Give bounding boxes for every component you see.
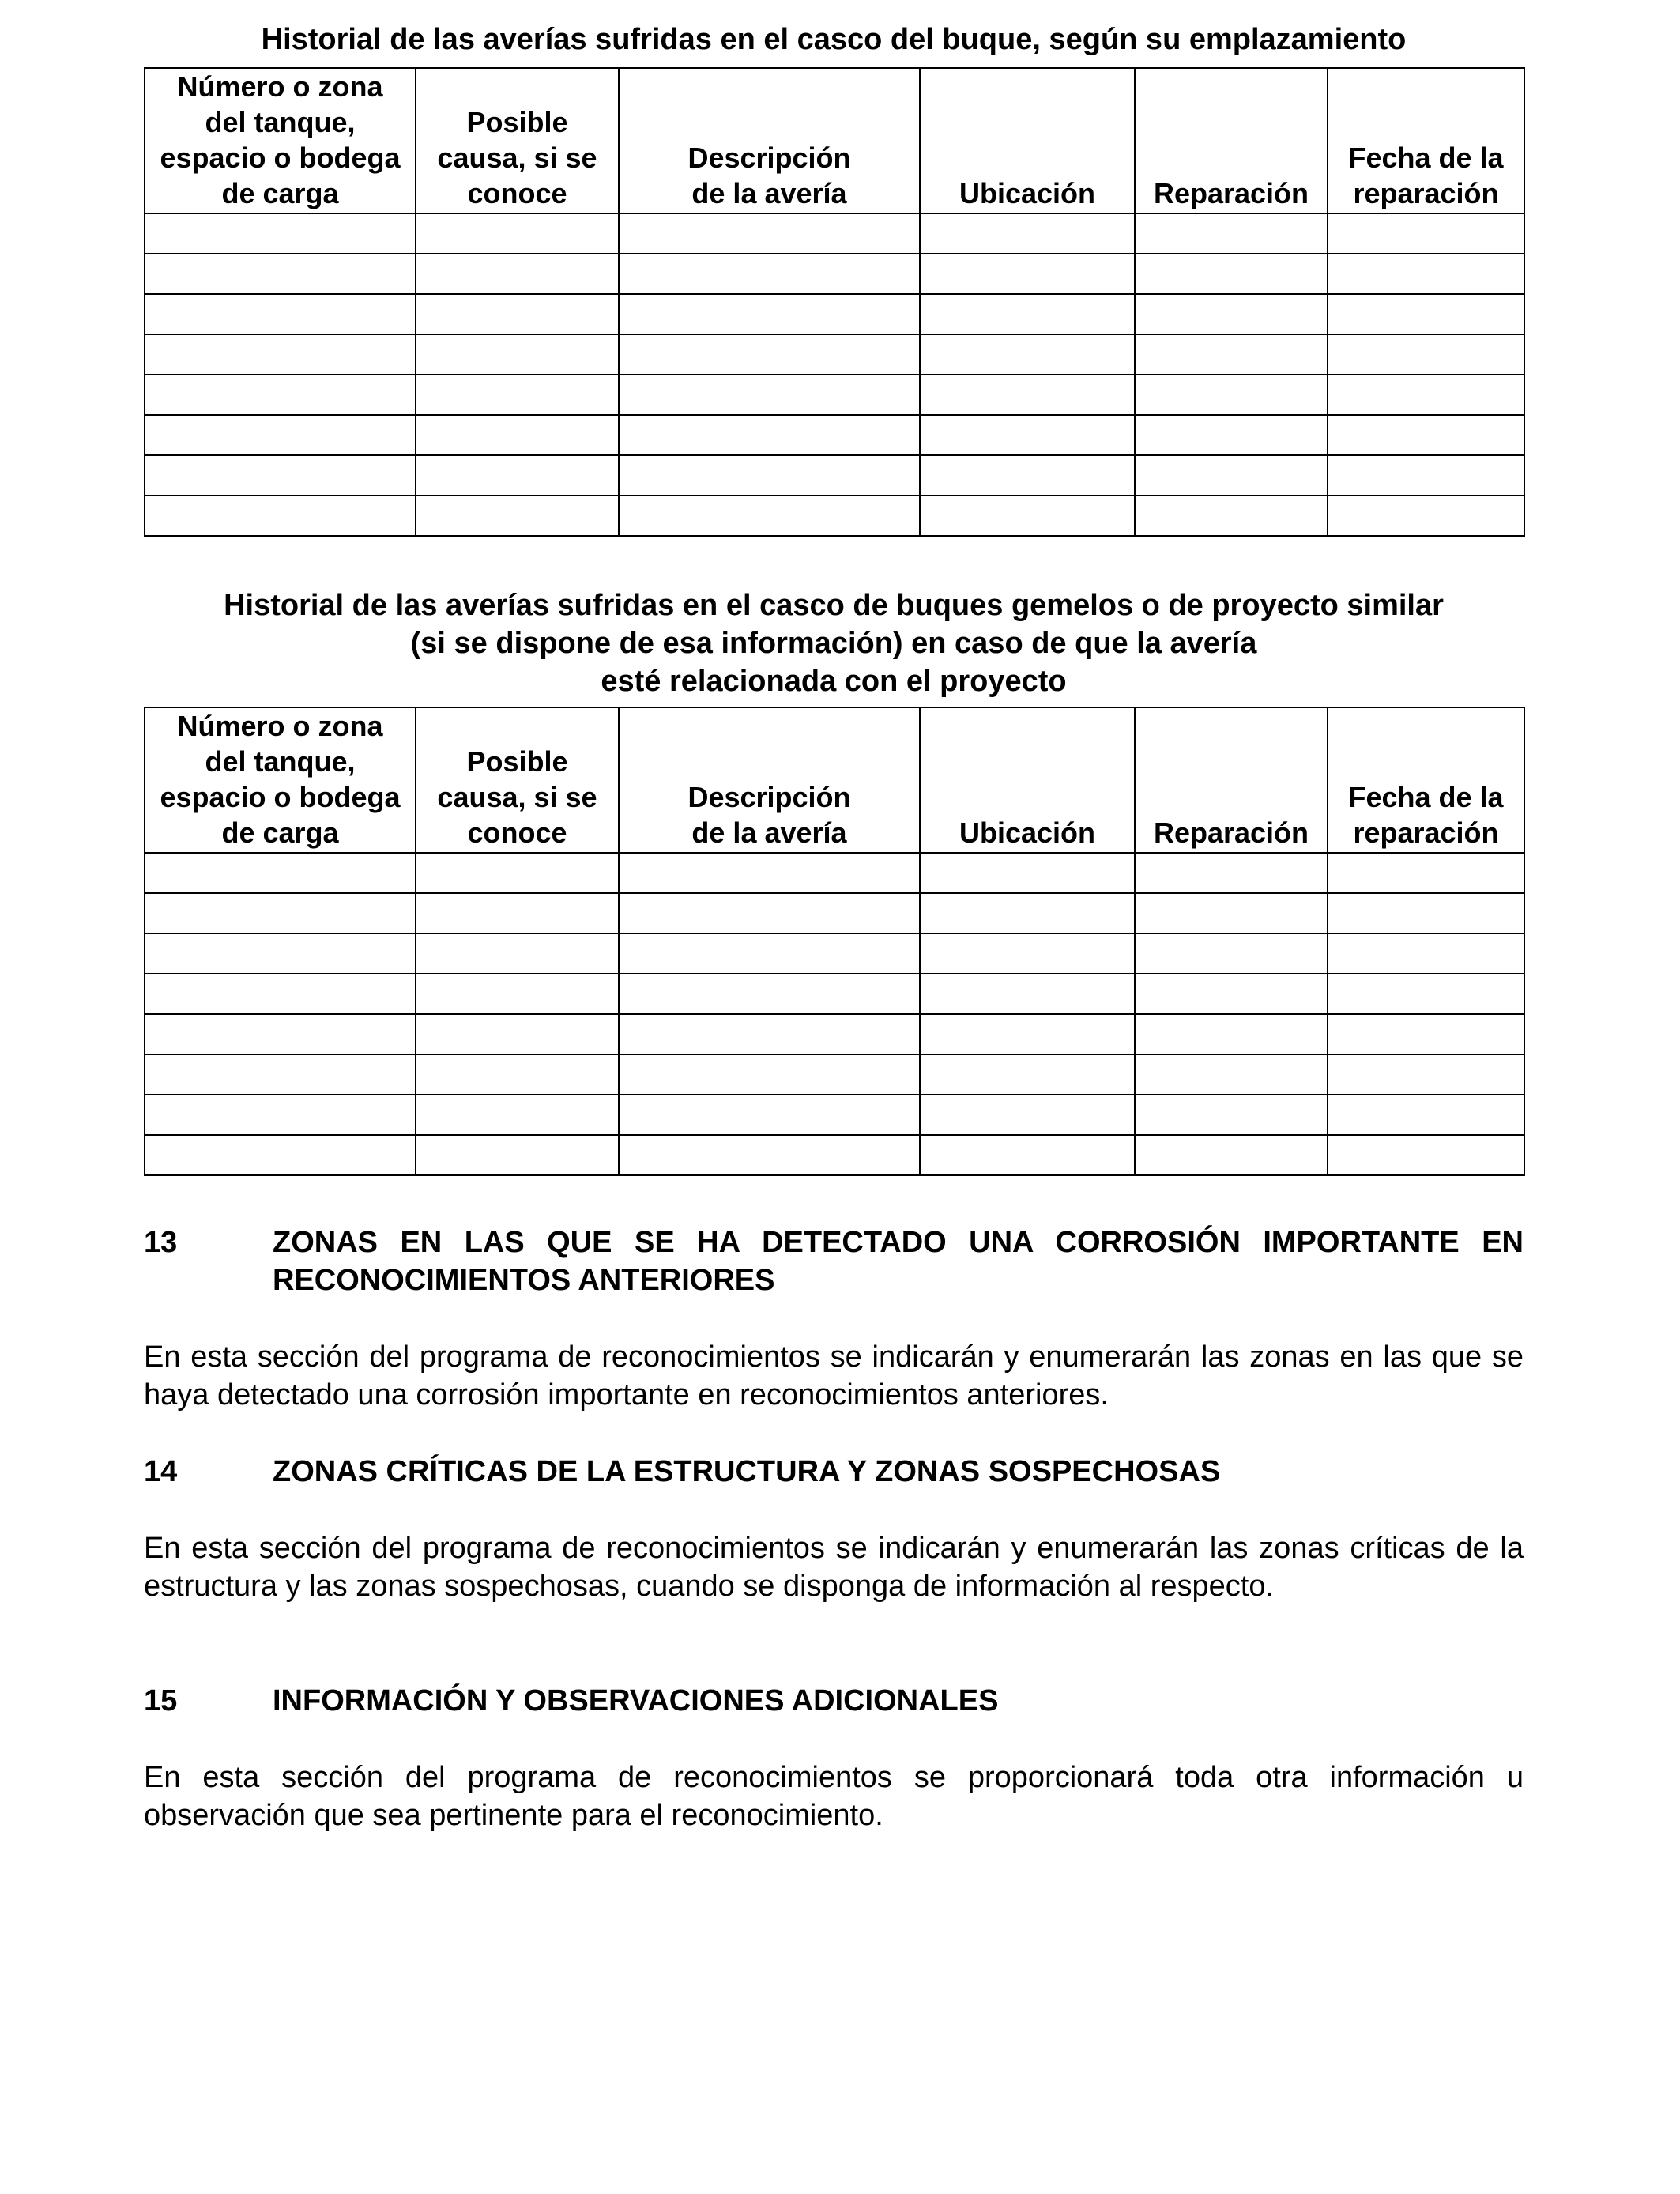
header-repair-date [1328,707,1524,853]
section-14 [144,1453,1524,1605]
section-body: En esta sección del programa de reconocimientos se indicarán y enumerarán las zonas críticas de la estructura y las zonas sospechosas, cuando se disponga de información al respecto. [144,1532,1524,1603]
section-number: 14 [144,1455,178,1488]
table-cell [619,1014,920,1054]
table-cell [1328,254,1524,294]
table-row [145,375,1524,415]
section-number: 13 [144,1226,178,1259]
section-13 [144,1223,1524,1414]
header-line: causa, si se [437,141,597,174]
table-cell [416,1135,619,1175]
header-line: conoce [467,177,567,209]
table-cell [416,853,619,893]
table-cell [1328,496,1524,536]
table-cell [145,1135,416,1175]
table-row [145,1095,1524,1135]
table-cell [145,496,416,536]
table-cell [1135,1014,1328,1054]
table-cell [145,853,416,893]
header-line: Fecha de la [1348,781,1504,813]
table-cell [1328,1054,1524,1095]
damage-history-table [144,67,1525,537]
table-cell [1328,933,1524,974]
table-row [145,1014,1524,1054]
table-cell [920,1135,1135,1175]
table2-block [144,586,1524,1176]
header-location [920,707,1135,853]
header-line: Posible [466,745,568,778]
header-line: causa, si se [437,781,597,813]
header-repair [1135,68,1328,213]
section-heading [144,1453,1524,1491]
table-cell [619,1095,920,1135]
table-cell [145,933,416,974]
table-cell [920,974,1135,1014]
table-row [145,893,1524,933]
table-cell [145,294,416,334]
table-cell [1328,893,1524,933]
table-cell [619,496,920,536]
table-cell [416,455,619,496]
table-cell [920,254,1135,294]
table1-block [144,21,1524,537]
table-cell [619,455,920,496]
table-cell [1135,375,1328,415]
table2-body [145,853,1524,1175]
section-body: En esta sección del programa de reconocimientos se indicarán y enumerarán las zonas en las que se haya detectado una corrosión importante en reconocimientos anteriores. [144,1340,1524,1412]
table-cell [416,974,619,1014]
table-cell [1328,375,1524,415]
table-row [145,974,1524,1014]
table-row [145,1054,1524,1095]
header-line: reparación [1353,816,1499,849]
table-cell [1328,294,1524,334]
table1-header-row [145,68,1524,213]
table-cell [416,1054,619,1095]
header-description [619,68,920,213]
table-cell [1135,415,1328,455]
table-cell [1135,893,1328,933]
table-cell [1328,334,1524,375]
table-cell [416,294,619,334]
table-row [145,853,1524,893]
header-line: Ubicación [959,177,1096,209]
table-cell [1135,1135,1328,1175]
section-15 [144,1682,1524,1834]
table-cell [416,1014,619,1054]
table-cell [1135,254,1328,294]
table-cell [619,213,920,254]
table-cell [619,415,920,455]
header-line: del tanque, [205,745,356,778]
table-cell [920,893,1135,933]
table-cell [416,375,619,415]
header-possible-cause [416,68,619,213]
header-line: Descripción [687,781,851,813]
table-cell [145,1014,416,1054]
header-description [619,707,920,853]
table-cell [920,1014,1135,1054]
table2-header-row [145,707,1524,853]
table-cell [619,893,920,933]
table-cell [1328,1014,1524,1054]
table-cell [145,974,416,1014]
table-cell [145,1054,416,1095]
section-title: ZONAS EN LAS QUE SE HA DETECTADO UNA CORROSIÓN IMPORTANTE EN RECONOCIMIENTOS ANTERIORES [273,1226,1524,1297]
table-row [145,254,1524,294]
section-heading [144,1682,1524,1720]
table-cell [416,1095,619,1135]
table-row [145,415,1524,455]
table-cell [920,213,1135,254]
table-cell [1135,853,1328,893]
header-line: de la avería [691,816,847,849]
table-cell [619,933,920,974]
table-cell [1135,933,1328,974]
header-line: Reparación [1153,816,1309,849]
table-cell [1135,334,1328,375]
table-cell [920,496,1135,536]
table-cell [1328,1135,1524,1175]
header-repair-date [1328,68,1524,213]
header-line: de carga [221,177,339,209]
section-number: 15 [144,1684,178,1717]
header-line: Ubicación [959,816,1096,849]
table-cell [1328,455,1524,496]
table-cell [920,415,1135,455]
table-cell [145,893,416,933]
table-row [145,455,1524,496]
table-cell [145,415,416,455]
table-row [145,1135,1524,1175]
table-cell [145,1095,416,1135]
header-line: de la avería [691,177,847,209]
table-row [145,933,1524,974]
table-cell [1135,974,1328,1014]
table-cell [416,893,619,933]
header-possible-cause [416,707,619,853]
section-title: ZONAS CRÍTICAS DE LA ESTRUCTURA Y ZONAS SOSPECHOSAS [273,1455,1221,1488]
table-cell [1135,294,1328,334]
table-cell [619,974,920,1014]
header-line: del tanque, [205,106,356,138]
table-cell [145,455,416,496]
table-cell [619,254,920,294]
table-cell [416,415,619,455]
table-cell [920,933,1135,974]
section-heading [144,1223,1524,1299]
header-line: Posible [466,106,568,138]
table-cell [920,375,1135,415]
header-repair [1135,707,1328,853]
table-row [145,213,1524,254]
header-line: reparación [1353,177,1499,209]
table-cell [619,853,920,893]
table1-body [145,213,1524,536]
table-cell [416,213,619,254]
table-cell [416,933,619,974]
table-cell [145,334,416,375]
section-body: En esta sección del programa de reconocimientos se proporcionará toda otra información u observación que sea pertinente para el reconocimiento. [144,1761,1524,1832]
table-cell [145,375,416,415]
header-tank-number [145,707,416,853]
table-cell [619,334,920,375]
header-line: de carga [221,816,339,849]
header-line: Reparación [1153,177,1309,209]
header-location [920,68,1135,213]
table-cell [1328,974,1524,1014]
table-cell [619,1054,920,1095]
table-cell [416,496,619,536]
table-cell [920,334,1135,375]
header-tank-number [145,68,416,213]
table2-title-line-2: (si se dispone de esa información) en caso de que la avería [410,627,1257,660]
table-row [145,334,1524,375]
header-line: Descripción [687,141,851,174]
table-cell [920,294,1135,334]
header-line: espacio o bodega [160,141,401,174]
header-line: espacio o bodega [160,781,401,813]
table-cell [619,1135,920,1175]
table-row [145,294,1524,334]
table2-title-line-3: esté relacionada con el proyecto [601,665,1067,698]
table-cell [619,294,920,334]
header-line: conoce [467,816,567,849]
table-cell [920,1095,1135,1135]
table-cell [416,254,619,294]
table-cell [920,853,1135,893]
header-line: Número o zona [177,710,383,742]
table1-title: Historial de las averías sufridas en el casco del buque, según su emplazamiento [261,23,1407,56]
table-cell [1135,1095,1328,1135]
header-line: Fecha de la [1348,141,1504,174]
table-cell [145,213,416,254]
section-title: INFORMACIÓN Y OBSERVACIONES ADICIONALES [273,1684,999,1717]
table-cell [920,455,1135,496]
table-cell [920,1054,1135,1095]
table-cell [1135,213,1328,254]
table-cell [416,334,619,375]
similar-ships-damage-table [144,707,1525,1176]
table-cell [1328,213,1524,254]
table-row [145,496,1524,536]
table-cell [1135,1054,1328,1095]
table2-title-line-1: Historial de las averías sufridas en el casco de buques gemelos o de proyecto similar [224,589,1444,622]
header-line: Número o zona [177,70,383,103]
table-cell [1135,496,1328,536]
table-cell [145,254,416,294]
table-cell [1328,1095,1524,1135]
table-cell [1135,455,1328,496]
table-cell [1328,415,1524,455]
table-cell [1328,853,1524,893]
table-cell [619,375,920,415]
